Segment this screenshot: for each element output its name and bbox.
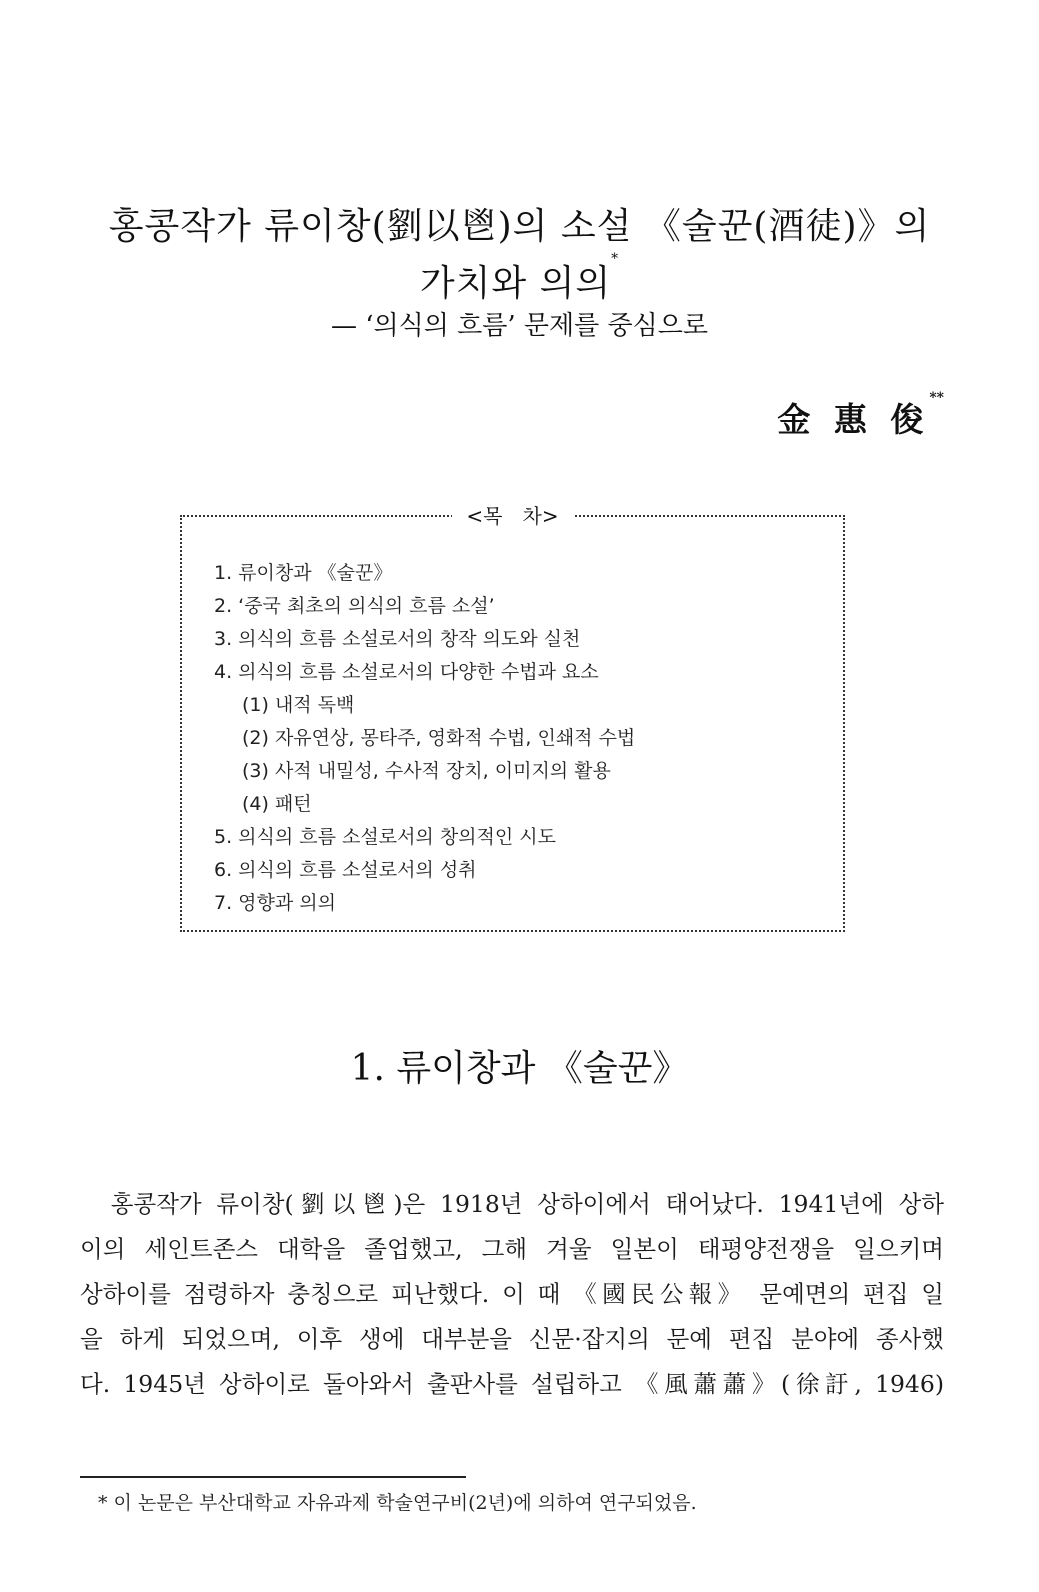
table-of-contents: [180, 515, 845, 932]
body-line: 다. 1945년 상하이로 돌아와서 출판사를 설립하고 《風蕭蕭》(徐訏, 1946): [80, 1370, 944, 1398]
body-paragraph: [80, 1182, 944, 1407]
toc-item: 6. 의식의 흐름 소설로서의 성취: [214, 859, 477, 881]
toc-item: 3. 의식의 흐름 소설로서의 창작 의도와 실천: [214, 628, 581, 650]
toc-item: 7. 영향과 의의: [214, 892, 336, 914]
toc-heading: <목 차>: [452, 504, 572, 528]
toc-heading-wrap: [180, 500, 845, 529]
footnote: * 이 논문은 부산대학교 자유과제 학술연구비(2년)에 의하여 연구되었음.: [98, 1492, 697, 1514]
footnote-divider: [80, 1476, 466, 1478]
title-footnote-mark: *: [611, 251, 620, 267]
author-name: [777, 390, 944, 441]
toc-list: [214, 557, 635, 920]
toc-item: 1. 류이창과 《술꾼》: [214, 562, 393, 584]
body-line: 홍콩작가 류이창(劉以鬯)은 1918년 상하이에서 태어났다. 1941년에 상하: [80, 1190, 944, 1218]
toc-item: 2. ‘중국 최초의 의식의 흐름 소설’: [214, 595, 495, 617]
toc-item: 5. 의식의 흐름 소설로서의 창의적인 시도: [214, 826, 556, 848]
paper-title-line-2: [0, 251, 1039, 306]
author-footnote-mark: **: [929, 390, 944, 406]
toc-item: 4. 의식의 흐름 소설로서의 다양한 수법과 요소: [214, 661, 599, 683]
toc-subitem: (2) 자유연상, 몽타주, 영화적 수법, 인쇄적 수법: [242, 727, 636, 749]
toc-subitem: (1) 내적 독백: [242, 694, 355, 716]
toc-subitem: (3) 사적 내밀성, 수사적 장치, 이미지의 활용: [242, 760, 611, 782]
body-line: 상하이를 점령하자 충칭으로 피난했다. 이 때 《國民公報》 문예면의 편집 일: [80, 1280, 944, 1308]
paper-subtitle: — ‘의식의 흐름’ 문제를 중심으로: [331, 311, 708, 341]
body-line: 이의 세인트존스 대학을 졸업했고, 그해 겨울 일본이 태평양전쟁을 일으키며: [80, 1235, 944, 1263]
body-line: 을 하게 되었으며, 이후 생에 대부분을 신문·잡지의 문예 편집 분야에 종사했: [80, 1325, 944, 1353]
paper-title-line-1: 홍콩작가 류이창(劉以鬯)의 소설 《술꾼(酒徒)》의: [108, 206, 931, 247]
author-name-text: 金 惠 俊: [777, 400, 930, 439]
toc-subitem: (4) 패턴: [242, 793, 312, 815]
paper-title-line-2-text: 가치와 의의: [419, 263, 612, 304]
section-heading: 1. 류이창과 《술꾼》: [350, 1048, 689, 1089]
